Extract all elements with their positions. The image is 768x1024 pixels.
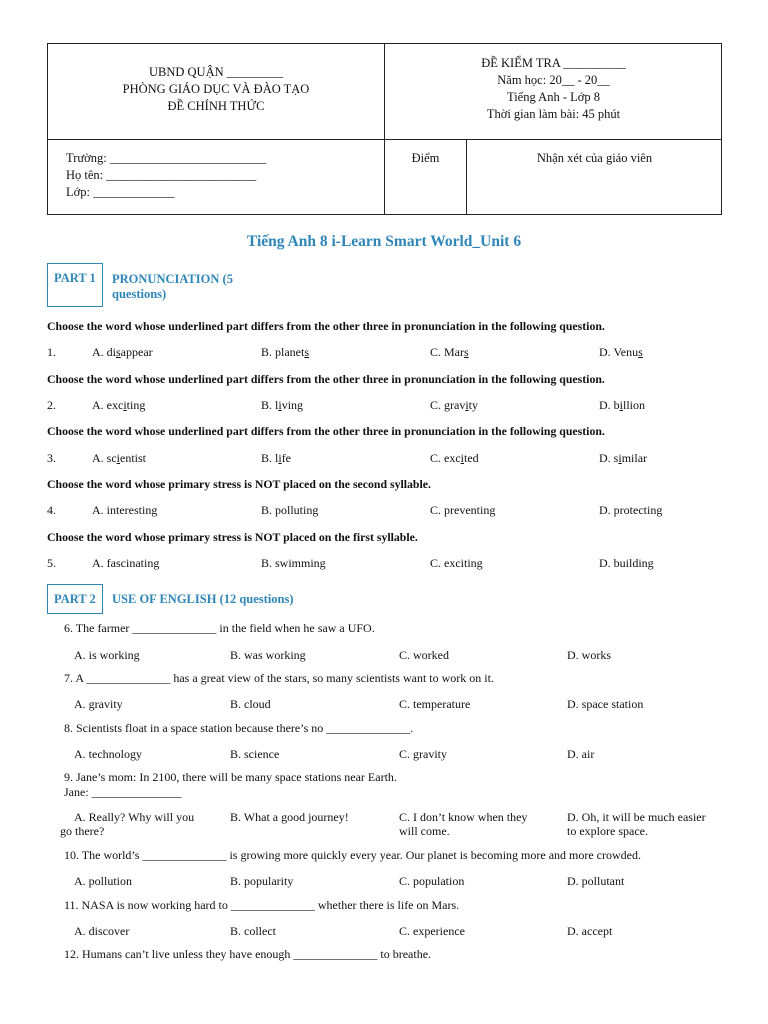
answer-option[interactable]: A. gravity (74, 697, 123, 711)
answer-option[interactable]: D. Venus (599, 345, 643, 359)
answer-option[interactable]: A. discover (74, 924, 130, 938)
answer-option[interactable]: C. gravity (430, 398, 479, 412)
answer-option[interactable]: D. pollutant (567, 874, 625, 888)
part2-box: PART 2 (47, 584, 103, 614)
name-field: Họ tên: ________________________ (66, 168, 257, 182)
answer-option[interactable]: C. excited (430, 451, 479, 465)
underlined-part: s (116, 345, 121, 359)
question-number: 5. (47, 556, 56, 570)
school-year: Năm học: 20__ - 20__ (497, 73, 610, 87)
answer-option[interactable]: B. What a good journey! (230, 810, 349, 824)
answer-option[interactable]: B. life (261, 451, 292, 465)
question-instruction: Choose the word whose underlined part differs from the other three in pronunciation in the following question. (47, 424, 605, 438)
answer-option[interactable]: C. Mars (430, 345, 469, 359)
underlined-part: i (116, 451, 121, 465)
answer-option[interactable]: B. popularity (230, 874, 294, 888)
question-number: 2. (47, 398, 56, 412)
answer-option[interactable]: A. technology (74, 747, 142, 761)
answer-option[interactable]: A. Really? Why will you go there? (60, 810, 195, 838)
underlined-part: i (618, 451, 622, 465)
question-number: 3. (47, 451, 56, 465)
question-instruction: Choose the word whose underlined part differs from the other three in pronunciation in the following question. (47, 372, 605, 386)
duration: Thời gian làm bài: 45 phút (486, 107, 621, 121)
underlined-part: i (278, 451, 282, 465)
answer-option[interactable]: A. pollution (74, 874, 133, 888)
answer-option[interactable]: A. is working (74, 648, 140, 662)
part1-box: PART 1 (47, 263, 103, 307)
answer-option[interactable]: A. scientist (92, 451, 147, 465)
underlined-part: s (464, 345, 469, 359)
exam-info-block (385, 55, 722, 123)
answer-option[interactable]: C. worked (399, 648, 449, 662)
question-row (47, 398, 727, 414)
student-info (66, 150, 266, 201)
answer-option[interactable]: D. air (567, 747, 595, 761)
answer-option[interactable]: D. billion (599, 398, 646, 412)
answer-option[interactable]: C. temperature (399, 697, 471, 711)
answer-option[interactable]: A. disappear (92, 345, 153, 359)
question-number: 1. (47, 345, 56, 359)
question-row (47, 556, 727, 572)
question-number: 4. (47, 503, 56, 517)
answer-option[interactable]: D. accept (567, 924, 613, 938)
answer-option[interactable]: D. space station (567, 697, 644, 711)
exam-title: ĐỀ KIỂM TRA __________ (481, 56, 626, 70)
answer-option[interactable]: B. cloud (230, 697, 271, 711)
question-row (47, 451, 727, 467)
answer-option[interactable]: B. swimming (261, 556, 326, 570)
question-stem: 7. A ______________ has a great view of the stars, so many scientists want to work on it. (64, 671, 494, 685)
answer-option[interactable]: B. planets (261, 345, 309, 359)
underlined-part: i (619, 398, 624, 412)
district-line: UBND QUẬN _________ (148, 65, 284, 79)
part2-heading: USE OF ENGLISH (12 questions) (112, 592, 294, 606)
class-field: Lớp: _____________ (66, 185, 175, 199)
question-stem: 9. Jane’s mom: In 2100, there will be many space stations near Earth. Jane: _______________ (64, 770, 397, 799)
question-stem: 10. The world’s ______________ is growing more quickly every year. Our planet is becoming more and more crowded. (64, 848, 641, 862)
header-table (47, 43, 722, 215)
answer-option[interactable]: B. living (261, 398, 304, 412)
underlined-part: i (465, 398, 469, 412)
answer-option[interactable]: C. population (399, 874, 465, 888)
answer-option[interactable]: C. exciting (430, 556, 483, 570)
question-instruction: Choose the word whose primary stress is NOT placed on the first syllable. (47, 530, 418, 544)
question-row (47, 503, 727, 519)
official-label: ĐỀ CHÍNH THỨC (167, 99, 265, 113)
answer-option[interactable]: A. exciting (92, 398, 146, 412)
question-instruction: Choose the word whose underlined part differs from the other three in pronunciation in the following question. (47, 319, 605, 333)
underlined-part: s (638, 345, 643, 359)
page-title: Tiếng Anh 8 i-Learn Smart World_Unit 6 (246, 233, 522, 250)
answer-option[interactable]: D. building (599, 556, 654, 570)
answer-option[interactable]: C. preventing (430, 503, 496, 517)
score-label: Điểm (411, 151, 440, 165)
part1-heading: PRONUNCIATION (5 questions) (112, 272, 233, 301)
answer-option[interactable]: C. experience (399, 924, 465, 938)
question-stem: 12. Humans can’t live unless they have enough ______________ to breathe. (64, 947, 432, 961)
answer-option[interactable]: C. I don’t know when they will come. (399, 810, 528, 838)
answer-option[interactable]: D. similar (599, 451, 648, 465)
district-block (48, 64, 384, 115)
answer-option[interactable]: B. science (230, 747, 280, 761)
underlined-part: i (460, 451, 464, 465)
underlined-part: s (304, 345, 309, 359)
department-line: PHÒNG GIÁO DỤC VÀ ĐÀO TẠO (122, 82, 310, 96)
question-stem: 6. The farmer ______________ in the field when he saw a UFO. (64, 621, 375, 635)
answer-option[interactable]: D. protecting (599, 503, 663, 517)
answer-option[interactable]: B. polluting (261, 503, 319, 517)
question-stem: 11. NASA is now working hard to ______________ whether there is life on Mars. (64, 898, 460, 912)
answer-option[interactable]: A. interesting (92, 503, 158, 517)
answer-option[interactable]: D. Oh, it will be much easier to explore space. (567, 810, 706, 838)
answer-option[interactable]: D. works (567, 648, 611, 662)
underlined-part: i (278, 398, 282, 412)
answer-option[interactable]: C. gravity (399, 747, 447, 761)
underlined-part: i (123, 398, 127, 412)
school-field: Trường: _________________________ (66, 151, 267, 165)
answer-option[interactable]: B. collect (230, 924, 276, 938)
answer-option[interactable]: B. was working (230, 648, 306, 662)
question-stem: 8. Scientists float in a space station because there’s no ______________. (64, 721, 414, 735)
teacher-comment-label: Nhận xét của giáo viên (536, 151, 653, 165)
question-instruction: Choose the word whose primary stress is NOT placed on the second syllable. (47, 477, 431, 491)
answer-option[interactable]: A. fascinating (92, 556, 160, 570)
subject: Tiếng Anh - Lớp 8 (507, 90, 600, 104)
question-row (47, 345, 727, 361)
